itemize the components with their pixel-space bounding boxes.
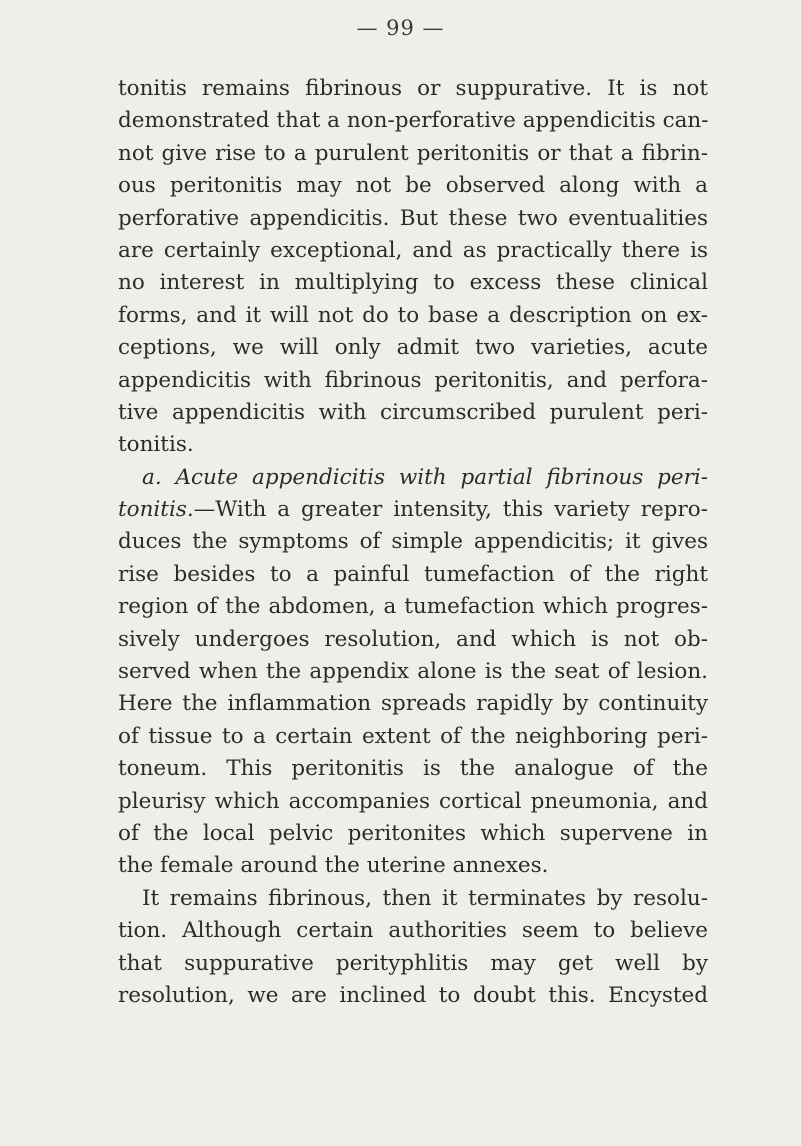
text-line: tonitis remains fibrinous or suppurative. It is not bbox=[118, 76, 708, 101]
text-line: of the local pelvic peritonites which supervene in bbox=[118, 820, 708, 846]
text-line: resolution, we are inclined to doubt this. Encysted bbox=[118, 982, 708, 1008]
section-heading: a. Acute appendicitis with partial fibrinous peri- bbox=[142, 464, 708, 490]
text-line: tonitis. bbox=[118, 432, 194, 458]
text-line: appendicitis with fibrinous peritonitis, and perfora- bbox=[118, 367, 708, 393]
text-line: perforative appendicitis. But these two eventualities bbox=[118, 205, 708, 231]
text-line: forms, and it will not do to base a description on ex- bbox=[118, 302, 708, 328]
section-heading-end: tonitis. bbox=[118, 497, 194, 523]
text-line: of tissue to a certain extent of the neighboring peri- bbox=[118, 723, 708, 749]
text-line: not give rise to a purulent peritonitis or that a fibrin- bbox=[118, 140, 708, 166]
text-line: duces the symptoms of simple appendicitis; it gives bbox=[118, 529, 708, 555]
text-line: served when the appendix alone is the seat of lesion. bbox=[118, 659, 708, 685]
text-line: ous peritonitis may not be observed along with a bbox=[118, 173, 708, 199]
text-line: ceptions, we will only admit two varieties, acute bbox=[118, 335, 708, 361]
text-line: no interest in multiplying to excess these clinical bbox=[118, 270, 708, 296]
text-line: It remains fibrinous, then it terminates by resolu- bbox=[142, 885, 708, 911]
section-heading-line bbox=[118, 462, 708, 494]
text-line: that suppurative perityphlitis may get well by bbox=[118, 950, 708, 976]
text-line: tonitis.—With a greater intensity, this variety repro- bbox=[118, 497, 708, 523]
text-line: sively undergoes resolution, and which is not ob- bbox=[118, 626, 708, 652]
body-text bbox=[118, 73, 708, 1012]
text-line: pleurisy which accompanies cortical pneumonia, and bbox=[118, 788, 708, 814]
text-line: are certainly exceptional, and as practically there is bbox=[118, 237, 708, 263]
text-line: toneum. This peritonitis is the analogue of the bbox=[118, 756, 708, 782]
text-line: Here the inflammation spreads rapidly by continuity bbox=[118, 691, 708, 717]
text-line: the female around the uterine annexes. bbox=[118, 853, 549, 879]
text-line: tion. Although certain authorities seem to believe bbox=[118, 918, 708, 944]
text-line: demonstrated that a non-perforative appendicitis can- bbox=[118, 108, 709, 134]
page-number: — 99 — bbox=[356, 16, 445, 40]
text-line: region of the abdomen, a tumefaction which progres- bbox=[118, 594, 708, 620]
text-line: tive appendicitis with circumscribed purulent peri- bbox=[118, 399, 708, 425]
text-line: rise besides to a painful tumefaction of the right bbox=[118, 561, 708, 587]
